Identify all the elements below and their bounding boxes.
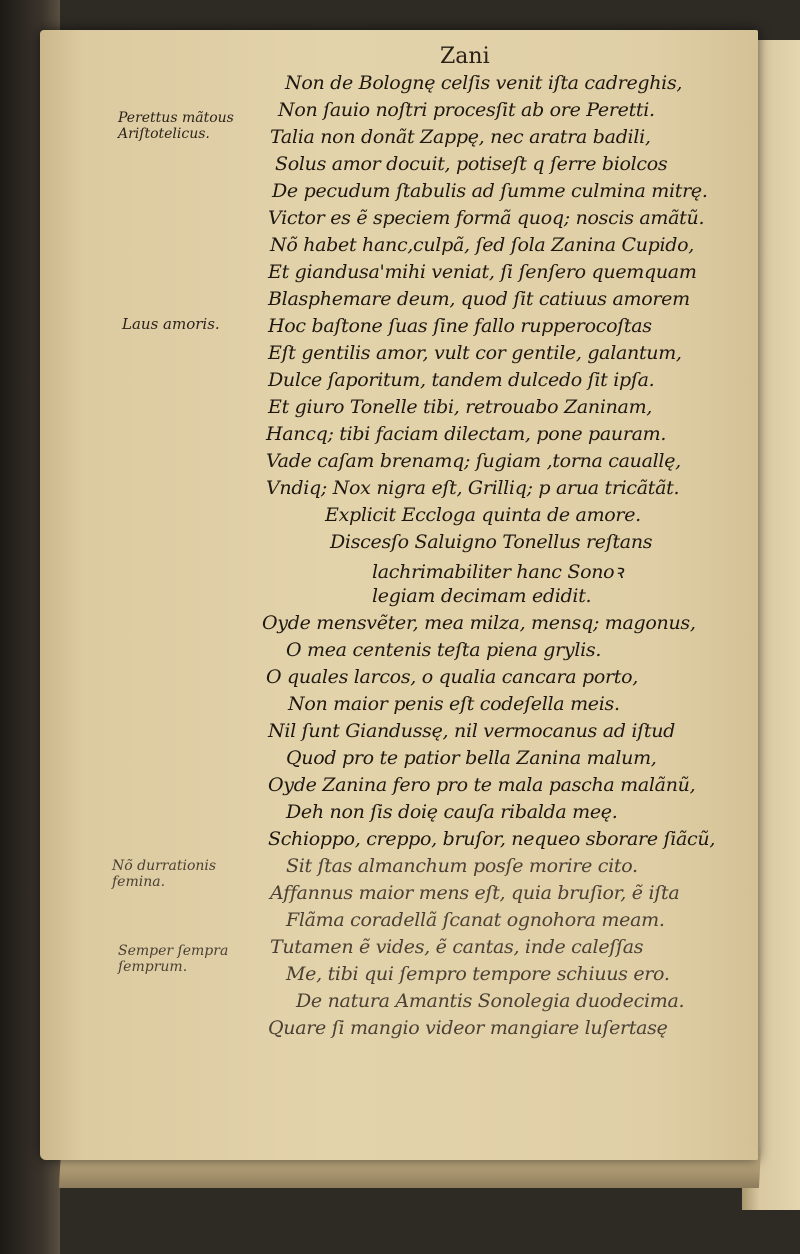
margin-note-line: Semper ſempra [118, 943, 229, 959]
text-line: Nõ habet hanc,culpã, ſed ſola Zanina Cupido, [270, 234, 695, 256]
text-line: Solus amor docuit, potiseſt q ſerre biolcos [275, 153, 668, 175]
margin-note-line: Nõ durrationis [112, 858, 217, 874]
text-line: Oyde mensvẽter, mea milza, mensq; magonus, [262, 612, 696, 634]
margin-note-line: femina. [112, 874, 166, 890]
text-line: Blasphemare deum, quod ſit catiuus amorem [268, 288, 690, 310]
colophon-line: Explicit Eccloga quinta de amore. [325, 504, 641, 526]
text-line: Flãma coradellã ſcanat ognohora meam. [286, 909, 665, 931]
text-line: O mea centenis teſta piena grylis. [286, 639, 602, 661]
facing-page-ghost-text [754, 100, 794, 114]
text-line: De pecudum ſtabulis ad ſumme culmina mitrę. [272, 180, 708, 202]
margin-note [112, 858, 216, 890]
margin-note-line: Laus amoris. [122, 315, 220, 333]
running-head: Zani [440, 44, 490, 69]
text-line: Non de Bolognę celſis venit iſta cadreghis, [285, 72, 683, 94]
text-line: Talia non donãt Zappę, nec aratra badili, [270, 126, 651, 148]
text-line: Victor es ẽ speciem formã quoq; noscis amãtũ. [268, 207, 705, 229]
text-line: Quare ſi mangio videor mangiare luſertasę [268, 1017, 668, 1039]
text-line: Vndiq; Nox nigra eſt, Grilliq; p arua tricãtãt. [266, 477, 680, 499]
text-line: Quod pro te patior bella Zanina malum, [286, 747, 657, 769]
margin-note [118, 110, 234, 142]
text-line: Tutamen ẽ vides, ẽ cantas, inde caleſſas [270, 936, 644, 958]
text-line: Affannus maior mens eſt, quia bruſior, ẽ iſta [270, 882, 680, 904]
text-line: Nil ſunt Giandussę, nil vermocanus ad iſtud [268, 720, 675, 742]
margin-note-line: Perettus mãtous [118, 110, 234, 126]
heading-line: lachrimabiliter hanc Sonoꝛ [372, 561, 623, 583]
text-line: Et giuro Tonelle tibi, retrouabo Zaninam, [268, 396, 653, 418]
text-line: Et giandusa'mihi veniat, ſi ſenſero quemquam [268, 261, 697, 283]
text-line: Vade caſam brenamq; ſugiam ,torna cauallę, [266, 450, 681, 472]
text-line: Me, tibi qui ſempro tempore schiuus ero. [286, 963, 670, 985]
text-line: Non maior penis eſt codeſella meis. [288, 693, 620, 715]
text-line: O quales larcos, o qualia cancara porto, [266, 666, 638, 688]
text-line: Schioppo, creppo, bruſor, nequeo sborare ſiãcũ, [268, 828, 716, 850]
margin-note-line: ſemprum. [118, 959, 188, 975]
text-line: Oyde Zanina fero pro te mala pascha malãnũ, [268, 774, 696, 796]
text-line: Eſt gentilis amor, vult cor gentile, galantum, [268, 342, 682, 364]
margin-note-line: Ariſtotelicus. [118, 126, 210, 142]
text-line: Hoc baſtone ſuas ſine fallo rupperocoſtas [268, 315, 652, 337]
text-line: Non ſauio noſtri procesſit ab ore Peretti. [278, 99, 655, 121]
text-line: Dulce ſaporitum, tandem dulcedo ſit ipſa. [268, 369, 655, 391]
text-line: Deh non ſis doię cauſa ribalda meę. [286, 801, 618, 823]
heading-line: Discesſo Saluigno Tonellus reſtans [330, 531, 653, 553]
text-line: Sit ſtas almanchum posſe morire cito. [286, 855, 638, 877]
heading-line: legiam decimam edidit. [372, 585, 592, 607]
heading-line: De natura Amantis Sonolegia duodecima. [296, 990, 685, 1012]
text-line: Hancq; tibi faciam dilectam, pone pauram. [266, 423, 667, 445]
margin-note [118, 943, 228, 975]
margin-note [122, 316, 220, 332]
